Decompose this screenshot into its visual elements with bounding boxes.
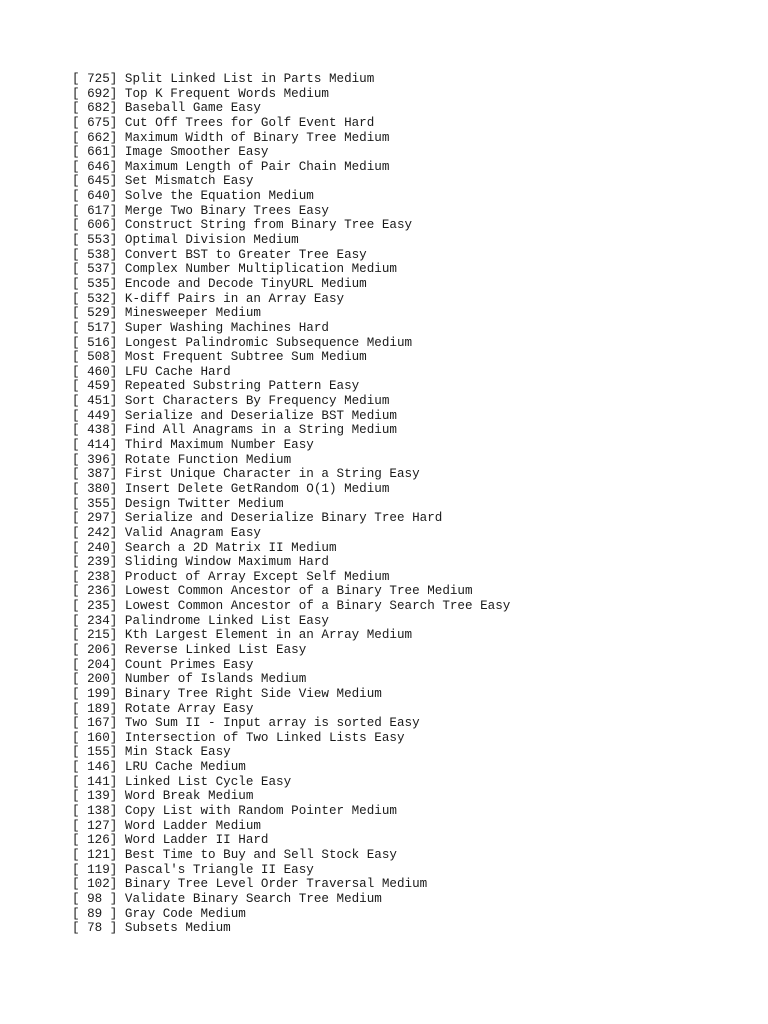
problem-line: [ 529] Minesweeper Medium: [72, 306, 261, 321]
problem-line: [ 517] Super Washing Machines Hard: [72, 320, 329, 335]
problem-line: [ 661] Image Smoother Easy: [72, 145, 269, 160]
problem-line: [ 414] Third Maximum Number Easy: [72, 438, 314, 453]
problem-line: [ 199] Binary Tree Right Side View Medium: [72, 686, 382, 701]
problem-line: [ 532] K-diff Pairs in an Array Easy: [72, 291, 345, 306]
problem-line: [ 167] Two Sum II - Input array is sorted Easy: [72, 716, 420, 731]
problem-line: [ 98 ] Validate Binary Search Tree Medium: [72, 891, 382, 906]
problem-line: [ 141] Linked List Cycle Easy: [72, 774, 292, 789]
problem-line: [ 396] Rotate Function Medium: [72, 452, 292, 467]
problem-line: [ 538] Convert BST to Greater Tree Easy: [72, 247, 367, 262]
problem-line: [ 692] Top K Frequent Words Medium: [72, 86, 329, 101]
problem-line: [ 380] Insert Delete GetRandom O(1) Medium: [72, 481, 390, 496]
problem-line: [ 645] Set Mismatch Easy: [72, 174, 254, 189]
problem-list: [72, 72, 510, 936]
problem-line: [ 535] Encode and Decode TinyURL Medium: [72, 276, 367, 291]
problem-line: [ 662] Maximum Width of Binary Tree Medium: [72, 130, 390, 145]
problem-line: [ 240] Search a 2D Matrix II Medium: [72, 540, 337, 555]
problem-line: [ 204] Count Primes Easy: [72, 657, 254, 672]
problem-line: [ 438] Find All Anagrams in a String Medium: [72, 423, 397, 438]
problem-line: [ 119] Pascal's Triangle II Easy: [72, 862, 314, 877]
problem-line: [ 102] Binary Tree Level Order Traversal Medium: [72, 877, 428, 892]
problem-line: [ 355] Design Twitter Medium: [72, 496, 284, 511]
problem-line: [ 508] Most Frequent Subtree Sum Medium: [72, 350, 367, 365]
problem-line: [ 234] Palindrome Linked List Easy: [72, 613, 329, 628]
problem-line: [ 460] LFU Cache Hard: [72, 364, 231, 379]
problem-line: [ 387] First Unique Character in a String Easy: [72, 467, 420, 482]
problem-line: [ 606] Construct String from Binary Tree Easy: [72, 218, 413, 233]
problem-line: [ 235] Lowest Common Ancestor of a Binary Search Tree Easy: [72, 599, 511, 614]
problem-line: [ 449] Serialize and Deserialize BST Medium: [72, 408, 397, 423]
problem-line: [ 459] Repeated Substring Pattern Easy: [72, 379, 360, 394]
problem-line: [ 682] Baseball Game Easy: [72, 101, 261, 116]
problem-line: [ 451] Sort Characters By Frequency Medium: [72, 394, 390, 409]
problem-line: [ 215] Kth Largest Element in an Array Medium: [72, 628, 413, 643]
problem-line: [ 239] Sliding Window Maximum Hard: [72, 555, 329, 570]
problem-line: [ 189] Rotate Array Easy: [72, 701, 254, 716]
problem-line: [ 121] Best Time to Buy and Sell Stock Easy: [72, 847, 397, 862]
problem-line: [ 617] Merge Two Binary Trees Easy: [72, 203, 329, 218]
problem-line: [ 238] Product of Array Except Self Medium: [72, 569, 390, 584]
problem-line: [ 155] Min Stack Easy: [72, 745, 231, 760]
problem-line: [ 89 ] Gray Code Medium: [72, 906, 246, 921]
problem-line: [ 146] LRU Cache Medium: [72, 760, 246, 775]
problem-line: [ 78 ] Subsets Medium: [72, 921, 231, 936]
problem-line: [ 640] Solve the Equation Medium: [72, 189, 314, 204]
problem-line: [ 675] Cut Off Trees for Golf Event Hard: [72, 115, 375, 130]
problem-line: [ 516] Longest Palindromic Subsequence Medium: [72, 335, 413, 350]
problem-line: [ 206] Reverse Linked List Easy: [72, 642, 307, 657]
problem-line: [ 242] Valid Anagram Easy: [72, 525, 261, 540]
problem-line: [ 126] Word Ladder II Hard: [72, 833, 269, 848]
problem-line: [ 297] Serialize and Deserialize Binary Tree Hard: [72, 511, 443, 526]
problem-line: [ 646] Maximum Length of Pair Chain Medium: [72, 159, 390, 174]
problem-line: [ 725] Split Linked List in Parts Medium: [72, 72, 375, 86]
problem-line: [ 138] Copy List with Random Pointer Medium: [72, 804, 397, 819]
problem-line: [ 553] Optimal Division Medium: [72, 233, 299, 248]
problem-line: [ 139] Word Break Medium: [72, 789, 254, 804]
problem-line: [ 236] Lowest Common Ancestor of a Binary Tree Medium: [72, 584, 473, 599]
problem-line: [ 537] Complex Number Multiplication Medium: [72, 262, 397, 277]
problem-line: [ 127] Word Ladder Medium: [72, 818, 261, 833]
problem-line: [ 160] Intersection of Two Linked Lists Easy: [72, 730, 405, 745]
problem-line: [ 200] Number of Islands Medium: [72, 672, 307, 687]
